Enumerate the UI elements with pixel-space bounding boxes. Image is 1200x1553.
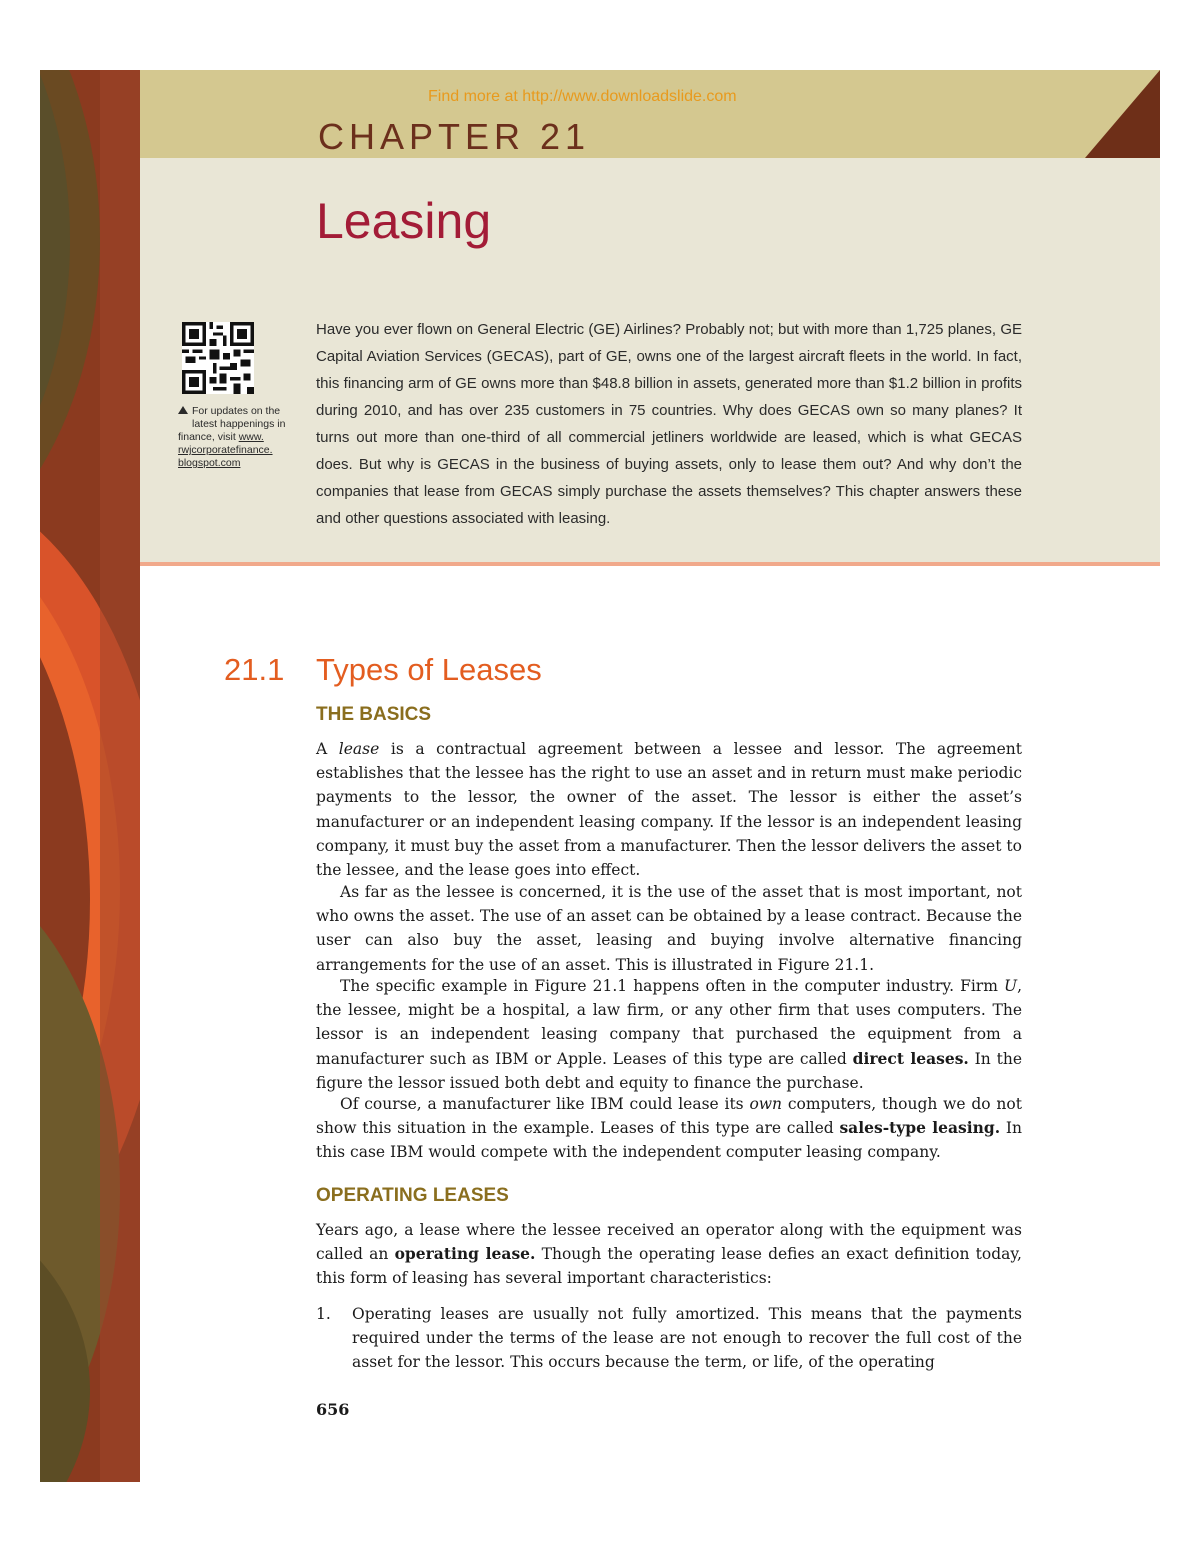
text-run: A	[316, 740, 339, 758]
list-item-text: Operating leases are usually not fully amortized. This means that the payments required under the terms of the lease are not enough to recover the full cost of the asset for the lessor. This occurs because the term, or life, of the operating	[352, 1305, 1022, 1372]
chapter-title: Leasing	[316, 193, 492, 249]
chapter-header-band	[140, 70, 1160, 158]
side-note-line-2: latest happenings in	[192, 418, 286, 430]
text-run: computers, though we do not show this situation in the example. Leases of this type are called	[316, 1095, 1022, 1138]
key-term: sales-type leasing.	[839, 1118, 1001, 1138]
paragraph-lease-definition	[316, 737, 1022, 882]
key-term: operating lease.	[394, 1244, 536, 1264]
chapter-label: CHAPTER 21	[318, 116, 591, 157]
header-divider	[140, 562, 1160, 566]
text-run: In the figure the lessor issued both debt and equity to finance the purchase.	[316, 1049, 1022, 1092]
list-item-number: 1.	[316, 1305, 331, 1323]
text-run: Of course, a manufacturer like IBM could lease its	[340, 1095, 750, 1113]
qr-side-note	[178, 405, 298, 470]
side-note-link-part-1[interactable]: www.	[238, 431, 264, 443]
page-number: 656	[316, 1400, 350, 1419]
text-run: In this case IBM would compete with the independent computer leasing company.	[316, 1119, 1022, 1162]
emphasis-term: own	[749, 1095, 783, 1113]
list-item	[316, 1302, 1022, 1375]
side-note-line-1: For updates on the	[192, 405, 281, 417]
paragraph-sales-type-leasing	[316, 1092, 1022, 1165]
text-run: , the lessee, might be a hospital, a law firm, or any other firm that uses computers. The lessor is an independent leasing company that purchased the equipment from a manufacturer such as IBM or Apple. Leases of this type are called	[316, 977, 1022, 1068]
text-run: Years ago, a lease where the lessee received an operator along with the equipment was called an	[316, 1221, 1022, 1264]
text-run: Though the operating lease defies an exact definition today, this form of leasing has several important characteristics:	[316, 1245, 1022, 1288]
key-term: direct leases.	[852, 1048, 969, 1068]
paragraph-operating-lease	[316, 1218, 1022, 1291]
text-run: The specific example in Figure 21.1 happens often in the computer industry. Firm	[340, 977, 1004, 995]
watermark-link[interactable]: Find more at http://www.downloadslide.com	[428, 88, 737, 105]
paragraph-direct-leases	[316, 974, 1022, 1095]
emphasis-term: U	[1003, 977, 1018, 995]
emphasis-term: lease	[338, 740, 380, 758]
text-run: is a contractual agreement between a lessee and lessor. The agreement establishes that the lessee has the right to use an asset and in return must make periodic payments to the lessor, the owner of the asset. The lessor is either the asset’s manufacturer or an independent leasing company. If the lessor is an independent leasing company, it must buy the asset from a manufacturer. Then the lessor delivers the asset to the lessee, and the lease goes into effect.	[316, 740, 1022, 880]
subsection-heading-basics: THE BASICS	[316, 704, 432, 725]
paragraph-lessee-use: As far as the lessee is concerned, it is the use of the asset that is most important, not who owns the asset. The use of an asset can be obtained by a lease contract. Because the user can also buy the asset, leasing and buying involve alternative financing arrangements for the use of an asset. This is illustrated in Figure 21.1.	[316, 883, 1022, 974]
decorative-side-band	[40, 70, 140, 1482]
side-note-link-part-3[interactable]: blogspot.com	[178, 457, 241, 469]
side-note-link-part-2[interactable]: rwjcorporatefinance.	[178, 444, 273, 456]
header-corner-triangle	[1085, 70, 1160, 158]
section-number: 21.1	[224, 652, 285, 687]
chapter-intro-text: Have you ever flown on General Electric (GE) Airlines? Probably not; but with more than 1,725 planes, GE Capital Aviation Services (GECAS), part of GE, owns one of the largest aircraft fleets in the world. In fact, this financing arm of GE owns more than $48.8 billion in assets, generated more than $1.2 billion in profits during 2010, and has over 235 customers in 75 countries. Why does GECAS own so many planes? It turns out more than one-third of all commercial jetliners worldwide are leased, which is what GECAS does. But why is GECAS in the business of buying assets, only to lease them out? And why don’t the companies that lease from GECAS simply purchase the assets themselves? This chapter answers these and other questions associated with leasing.	[316, 321, 1022, 527]
subsection-heading-operating-leases: OPERATING LEASES	[316, 1185, 509, 1206]
qr-code-icon[interactable]	[182, 322, 254, 394]
section-title: Types of Leases	[316, 652, 542, 687]
side-note-line-3: finance, visit	[178, 431, 239, 443]
triangle-up-icon	[178, 406, 188, 414]
